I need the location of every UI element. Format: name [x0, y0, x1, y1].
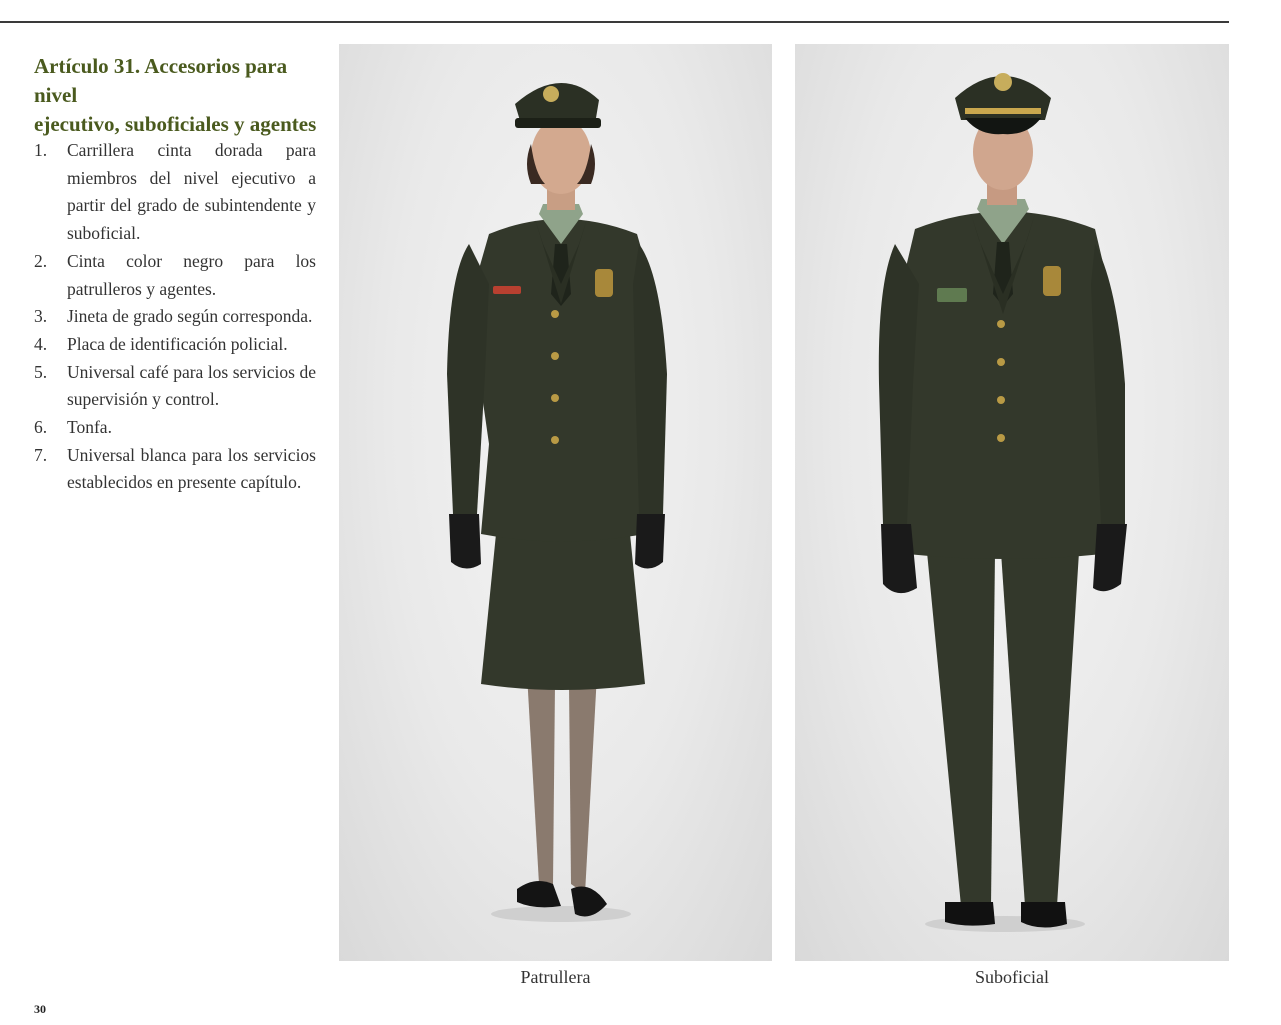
- list-item-text: Cinta color negro para los patrulleros y agentes.: [67, 250, 316, 299]
- list-item-text: Tonfa.: [67, 417, 112, 438]
- list-item-text: Jineta de grado según corresponda.: [67, 306, 313, 327]
- list-item-number: 3.: [34, 306, 48, 327]
- list-item-number: 7.: [34, 444, 48, 465]
- heading-line-1: Artículo 31. Accesorios para nivel: [34, 54, 288, 107]
- list-item-number: 4.: [34, 333, 48, 354]
- list-item-number: 2.: [34, 250, 48, 271]
- list-item: [34, 137, 316, 248]
- list-item: [34, 248, 316, 303]
- list-item: [34, 331, 316, 359]
- patrullera-caption: Patrullera: [520, 967, 591, 987]
- list-item-number: 1.: [34, 140, 48, 160]
- article-heading: [34, 52, 324, 139]
- patrullera-photo: [339, 44, 772, 961]
- heading-line-2: ejecutivo, suboficiales y agentes: [34, 112, 317, 136]
- list-item-text: Universal blanca para los servicios establecidos en presente capítulo.: [67, 444, 316, 493]
- top-rule: [0, 21, 1229, 23]
- suboficial-caption: Suboficial: [975, 967, 1049, 987]
- suboficial-photo: [795, 44, 1229, 961]
- accessories-list: [34, 137, 316, 497]
- list-item-text: Placa de identificación policial.: [67, 333, 288, 354]
- list-item-text: Universal café para los servicios de supervisión y control.: [67, 361, 316, 410]
- page-number: 30: [34, 1002, 46, 1016]
- list-item: [34, 414, 316, 442]
- list-item: [34, 442, 316, 497]
- list-item-number: 5.: [34, 361, 48, 382]
- list-item: [34, 359, 316, 414]
- list-item-number: 6.: [34, 417, 48, 438]
- patrullera-figure: [339, 44, 772, 961]
- suboficial-figure: [795, 44, 1229, 961]
- list-item-text: Carrillera cinta dorada para miembros del nivel ejecutivo a partir del grado de subintendente y suboficial.: [67, 140, 316, 244]
- list-item: [34, 303, 316, 331]
